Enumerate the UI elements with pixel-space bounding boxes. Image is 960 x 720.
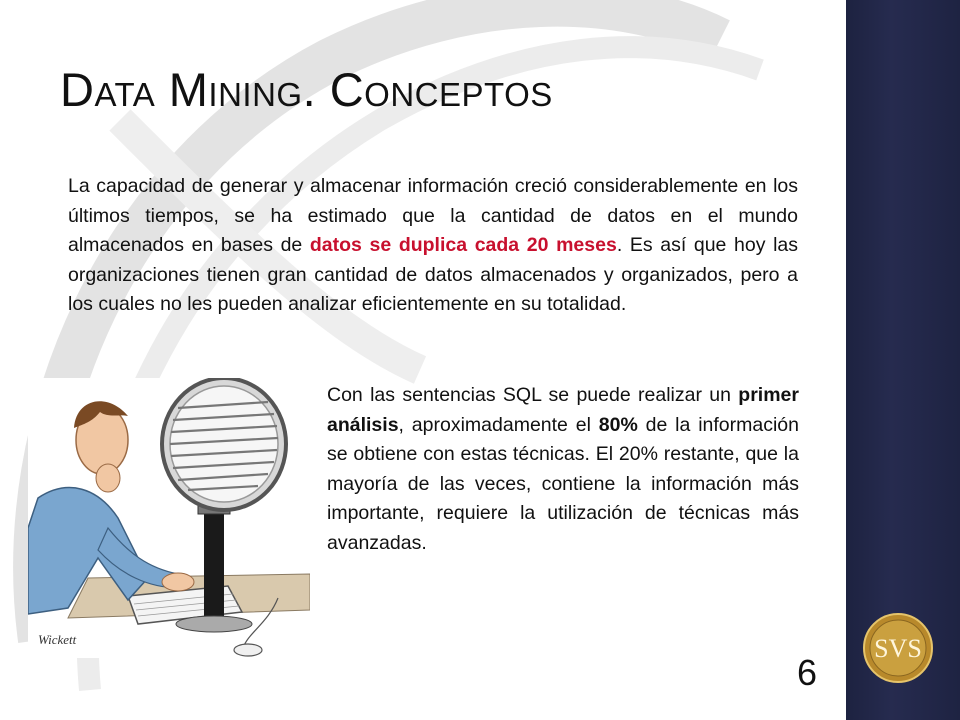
cartoon-illustration [28,378,310,658]
page-number: 6 [797,652,818,693]
intro-paragraph [68,172,798,320]
svs-logo-text: SVS [874,634,922,663]
sql-text-1: Con las sentencias SQL se puede realizar un [327,384,739,406]
sql-paragraph [327,381,799,558]
sql-text-3: de la información se obtiene con estas técnicas. El 20% restante, que la mayoría de las veces, contiene la información más importante, requiere la utilización de técnicas más avanzadas. [327,413,799,554]
svs-logo [862,612,934,684]
intro-text-start: La capacidad de generar y almacenar información creció considerablemente en los últimos tiempos, se ha estimado que la cantidad de datos en el mundo almacenados en bases de [68,175,798,256]
slide-title: Data Mining. Conceptos [60,63,553,116]
sql-bold-primer-analisis: primer análisis [327,384,799,436]
cartoon-signature: Wickett [38,632,77,647]
sql-bold-80: 80% [598,413,638,436]
sql-text-2: , aproximadamente el [398,413,599,436]
intro-highlight: datos se duplica cada 20 meses [309,234,617,256]
intro-text-end: . Es así que hoy las organizaciones tienen gran cantidad de datos almacenados y organizados, pero a los cuales no les pueden analizar eficientemente en su totalidad. [68,234,799,315]
